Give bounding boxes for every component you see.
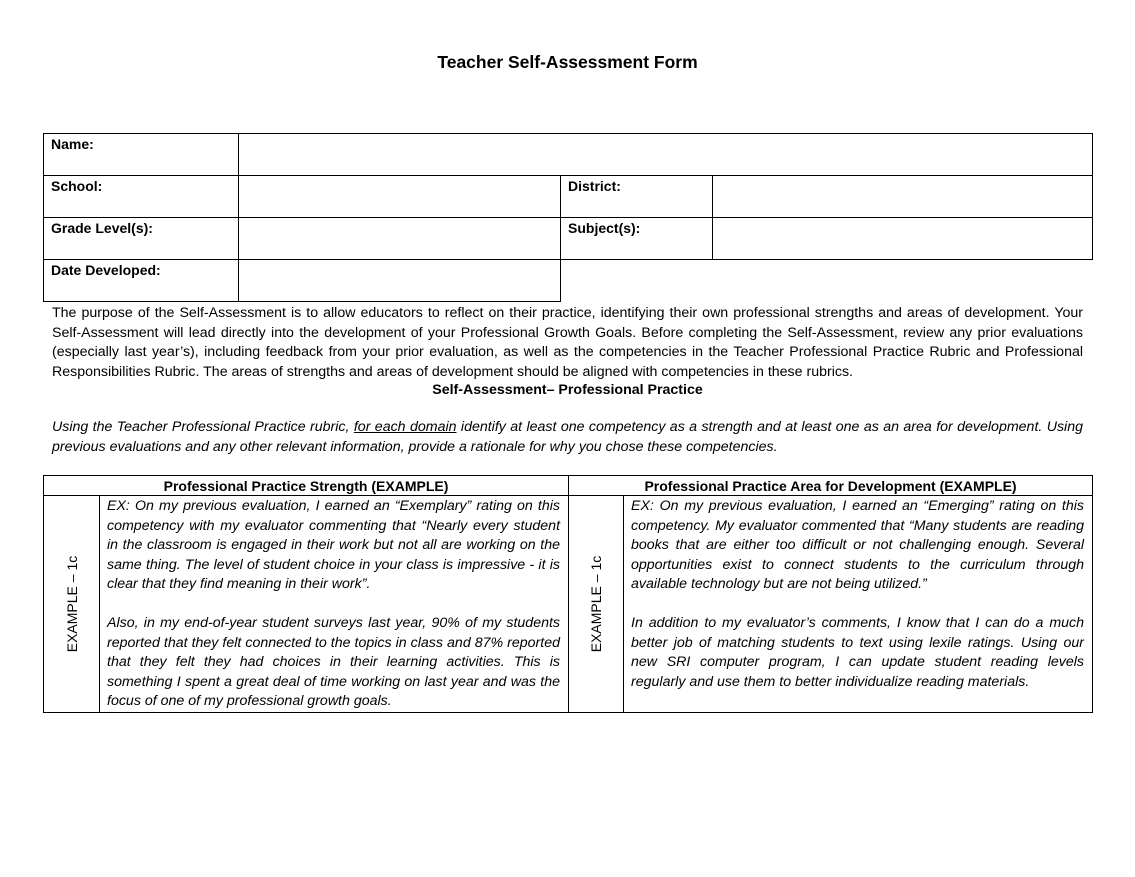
strength-header: Professional Practice Strength (EXAMPLE) — [44, 476, 569, 496]
grade-level-field[interactable] — [239, 218, 561, 260]
blank-area — [561, 260, 1093, 302]
strength-label-text: EXAMPLE – 1c — [63, 555, 80, 652]
teacher-info-table — [43, 133, 1093, 302]
strength-rationale[interactable] — [100, 496, 569, 713]
instructions-paragraph — [52, 418, 1083, 457]
development-paragraph-1: EX: On my previous evaluation, I earned an “Emerging” rating on this competency. My evaluator commented that “Many students are reading books that are either too difficult or not challenging enough. Several opportunities exist to connect students to the curriculum through available technology but are not being utilized.” — [631, 498, 1085, 592]
district-field[interactable] — [713, 176, 1093, 218]
section-title: Self-Assessment– Professional Practice — [432, 382, 703, 398]
form-title: Teacher Self-Assessment Form — [437, 52, 698, 72]
development-competency-label — [569, 496, 624, 713]
strength-paragraph-2: Also, in my end-of-year student surveys last year, 90% of my students reported that they felt connected to the topics in class and 87% reported that they felt they had choices in their learning activities. This is something I spent a great deal of time working on last year and was the focus of one of my professional growth goals. — [107, 615, 561, 709]
instructions-emphasis: for each domain — [353, 419, 457, 435]
date-developed-label: Date Developed: — [44, 260, 239, 302]
school-field[interactable] — [239, 176, 561, 218]
grade-level-label: Grade Level(s): — [44, 218, 239, 260]
example-table — [43, 475, 1093, 713]
strength-paragraph-1: EX: On my previous evaluation, I earned an “Exemplary” rating on this competency with my evaluator commenting that “Nearly every student in the classroom is engaged in their work but not all are working on the same thing. The level of student choice in your class is impressive - it is clear that they find meaning in their work”. — [107, 498, 561, 592]
instructions-part2: identify at least one competency as a strength and at least one as an area for development. Using previous evaluations and any other relevant information, provide a rationale for why you chose these competencies. — [52, 419, 1083, 455]
development-label-text: EXAMPLE – 1c — [588, 555, 605, 652]
intro-paragraph: The purpose of the Self-Assessment is to allow educators to reflect on their practice, identifying their own professional strengths and areas of development. Your Self-Assessment will lead directly into the development of your Professional Growth Goals. Before completing the Self-Assessment, review any prior evaluations (especially last year’s), including feedback from your prior evaluation, as well as the competencies in the Teacher Professional Practice Rubric and Professional Responsibilities Rubric. The areas of strengths and areas of development should be aligned with competencies in these rubrics. — [52, 305, 1083, 380]
school-label: School: — [44, 176, 239, 218]
subjects-field[interactable] — [713, 218, 1093, 260]
instructions-part1: Using the Teacher Professional Practice rubric, — [52, 419, 354, 435]
name-field[interactable] — [239, 134, 1093, 176]
date-developed-field[interactable] — [239, 260, 561, 302]
name-label: Name: — [44, 134, 239, 176]
development-header: Professional Practice Area for Development (EXAMPLE) — [569, 476, 1093, 496]
development-rationale[interactable] — [624, 496, 1093, 713]
strength-competency-label — [44, 496, 100, 713]
subjects-label: Subject(s): — [561, 218, 713, 260]
district-label: District: — [561, 176, 713, 218]
development-paragraph-2: In addition to my evaluator’s comments, I know that I can do a much better job of matching students to text using lexile ratings. Using our new SRI computer program, I can update student reading levels regularly and use them to better individualize reading materials. — [631, 615, 1085, 690]
